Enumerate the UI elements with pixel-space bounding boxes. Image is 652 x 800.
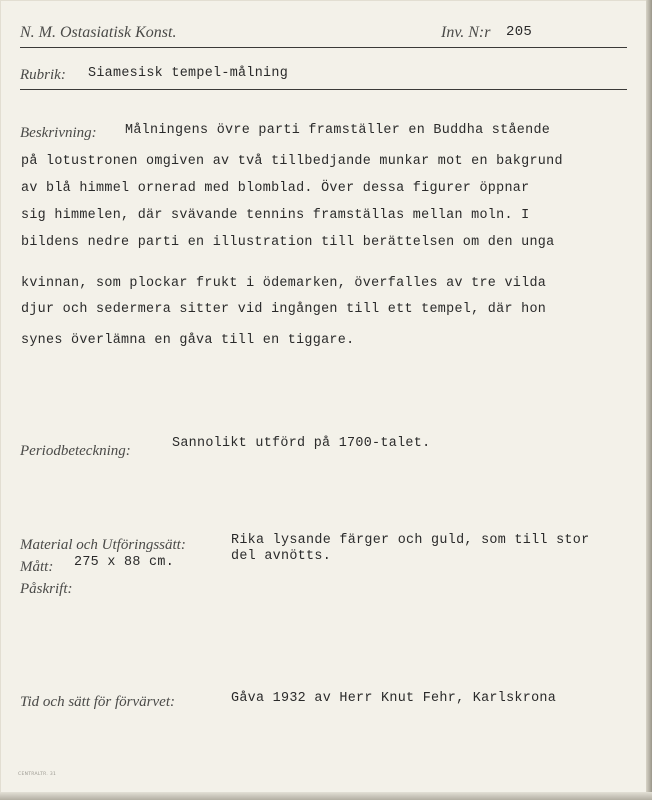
description-line: sig himmelen, där svävande tennins framställas mellan moln. I — [21, 208, 530, 223]
rubrik-rule — [20, 89, 627, 90]
description-line: djur och sedermera sitter vid ingången till ett tempel, där hon — [21, 302, 547, 317]
description-line: på lotustronen omgiven av två tillbedjande munkar mot en bakgrund — [21, 154, 563, 169]
rubrik-value: Siamesisk tempel-målning — [88, 66, 289, 81]
description-line: av blå himmel ornerad med blomblad. Över dessa figurer öppnar — [21, 181, 530, 196]
description-line: Målningens övre parti framställer en Buddha stående — [125, 123, 551, 138]
forvarv-label: Tid och sätt för förvärvet: — [20, 694, 175, 710]
forvarv-value: Gåva 1932 av Herr Knut Fehr, Karlskrona — [231, 691, 557, 706]
period-value: Sannolikt utförd på 1700-talet. — [172, 436, 431, 451]
material-value-line1: Rika lysande färger och guld, som till stor — [231, 533, 590, 548]
description-line: bildens nedre parti en illustration till berättelsen om den unga — [21, 235, 555, 250]
matt-value: 275 x 88 cm. — [74, 555, 175, 570]
card-edge-shadow — [646, 0, 652, 800]
beskrivning-label: Beskrivning: — [20, 125, 97, 141]
institution-label: N. M. Ostasiatisk Konst. — [20, 24, 177, 41]
material-label: Material och Utföringssätt: — [20, 537, 186, 553]
matt-label: Mått: — [20, 559, 54, 575]
paskrift-label: Påskrift: — [20, 581, 73, 597]
printer-mark: CENTRALTR. 31 — [18, 772, 57, 777]
description-line: kvinnan, som plockar frukt i ödemarken, överfalles av tre vilda — [21, 276, 547, 291]
rubrik-label: Rubrik: — [20, 67, 66, 83]
material-value-line2: del avnötts. — [231, 549, 332, 564]
inv-label: Inv. N:r — [441, 24, 491, 41]
card-bottom-shadow — [0, 792, 652, 800]
inv-number: 205 — [506, 24, 533, 40]
header-rule — [20, 47, 627, 48]
description-line: synes överlämna en gåva till en tiggare. — [21, 333, 355, 348]
period-label: Periodbeteckning: — [20, 443, 131, 459]
